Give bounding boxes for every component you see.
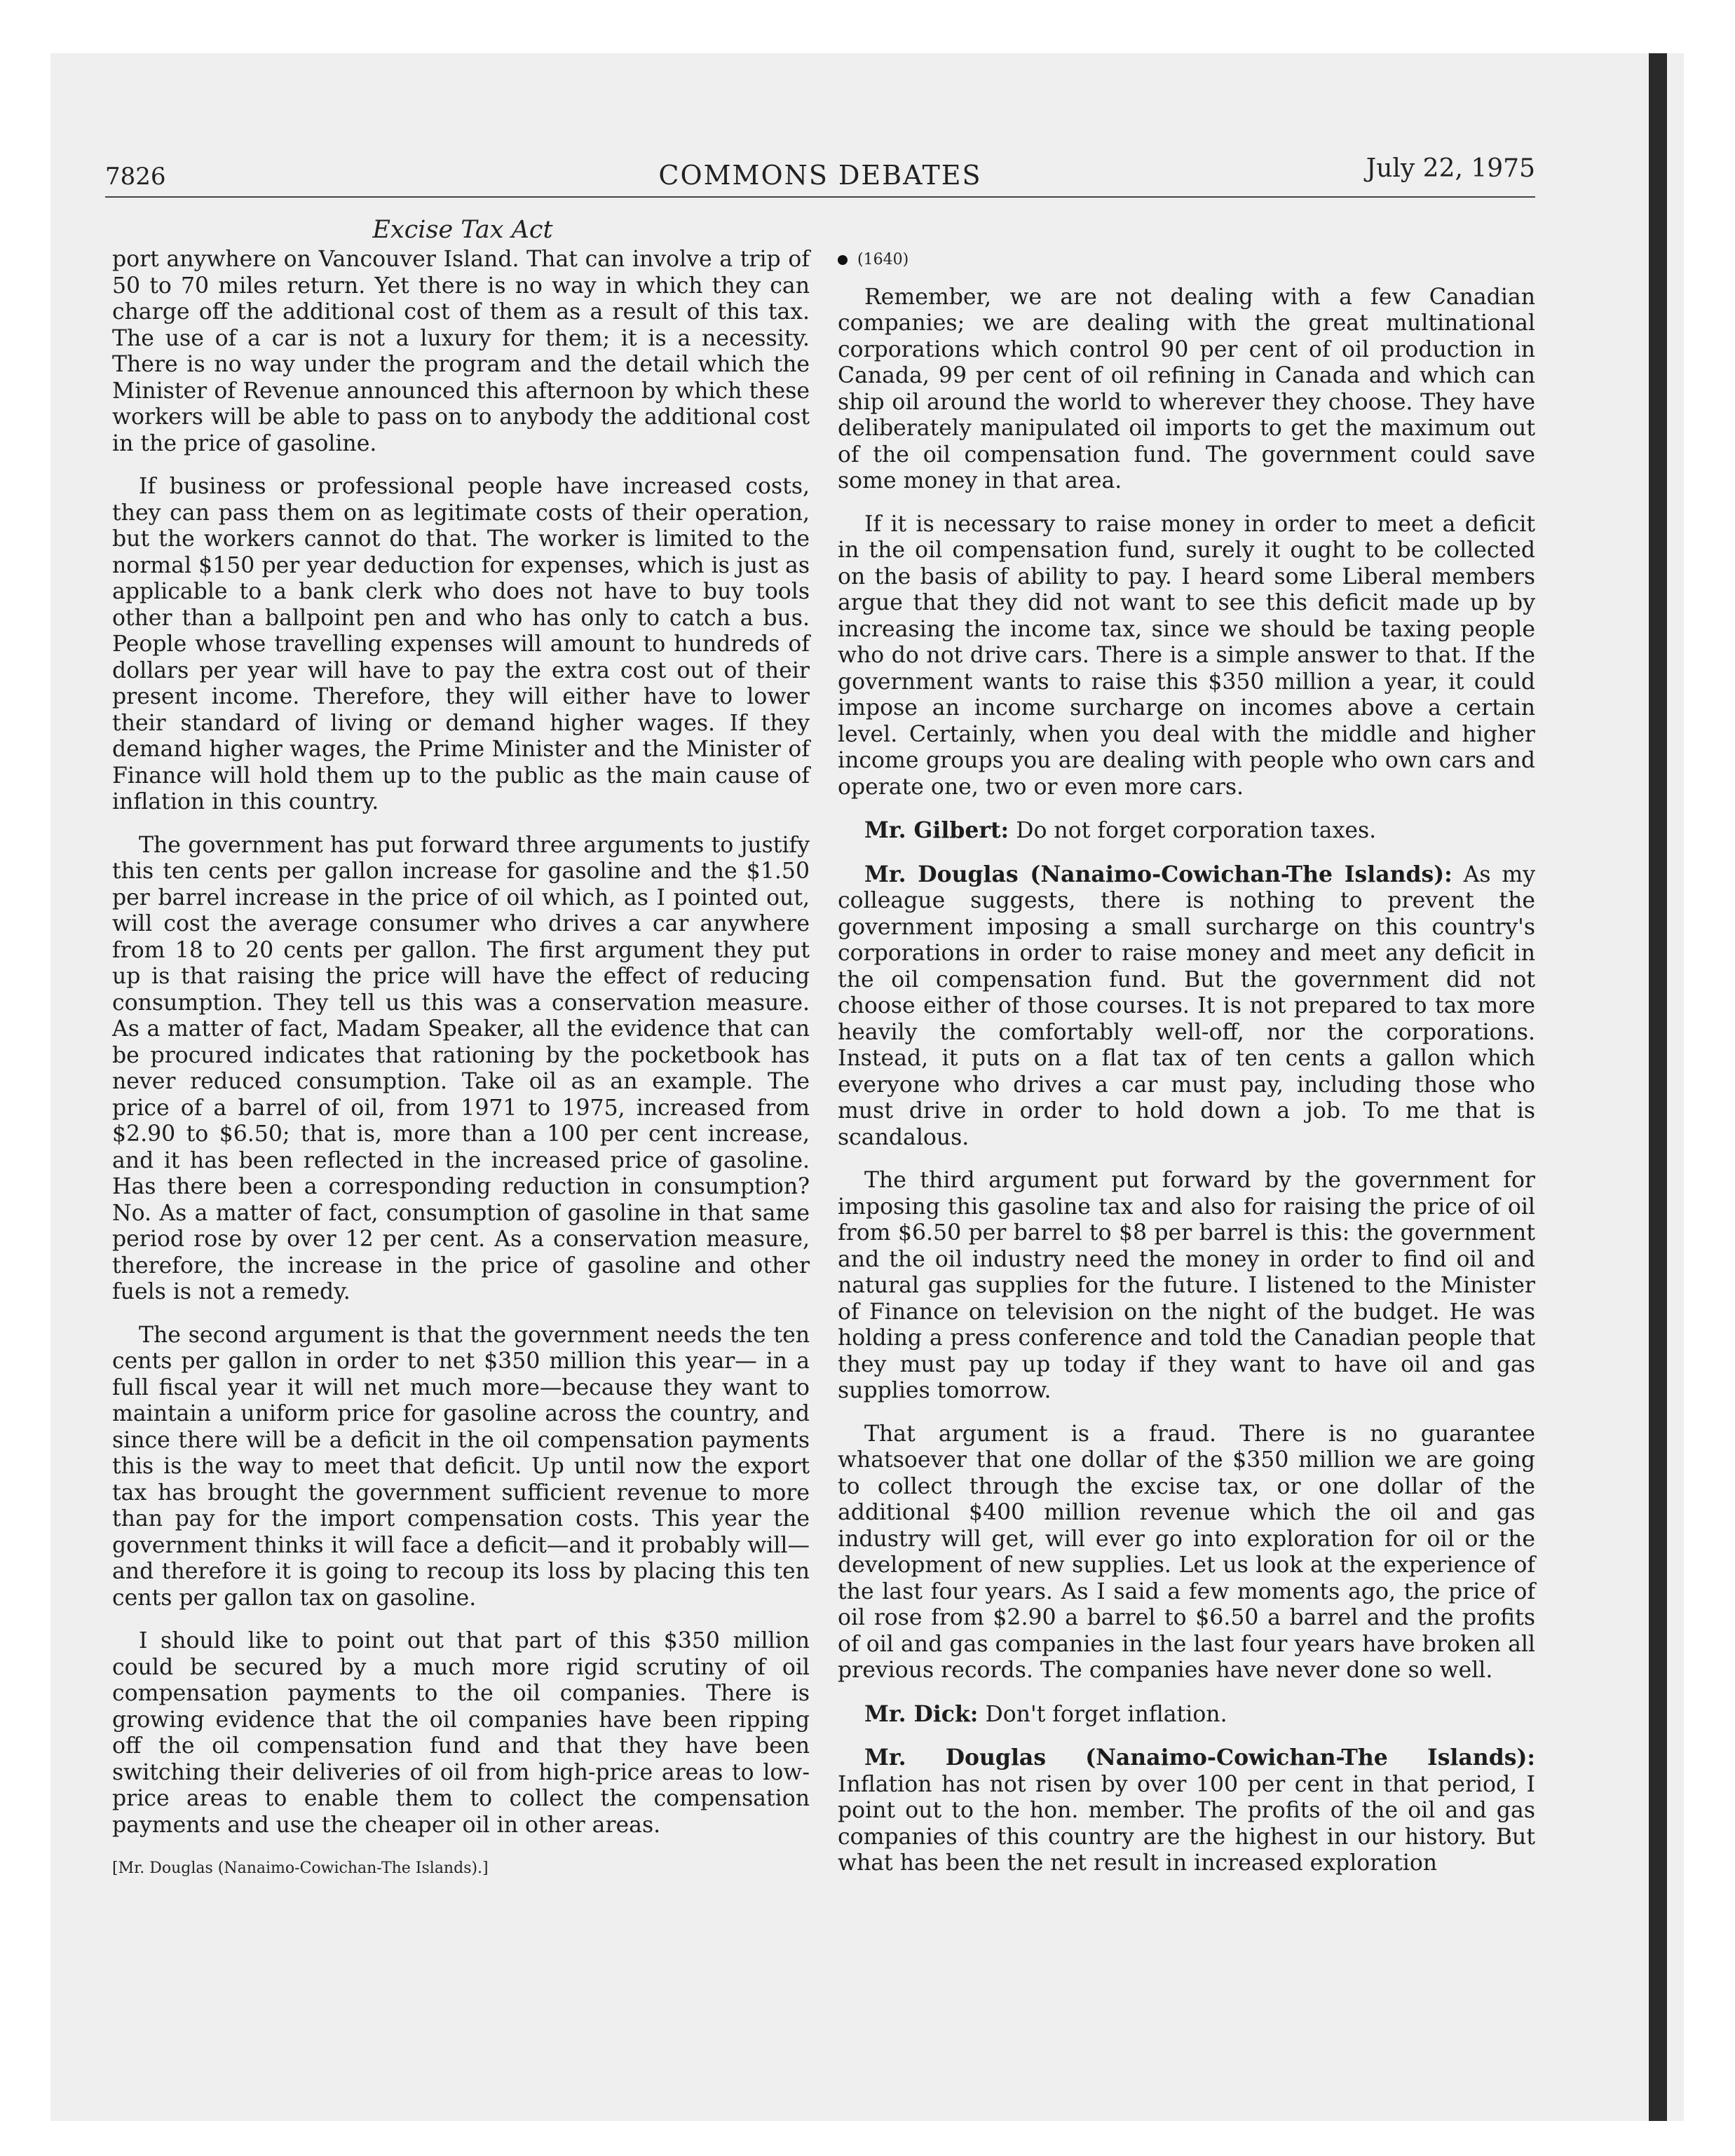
speaker-name: Mr. Gilbert: [864, 817, 1009, 843]
paragraph: If it is necessary to raise money in order to meet a deficit in the oil compensation fund, surely it ought to be collected on the basis of ability to pay. I heard some Liberal members argue that they did not want to see this deficit made up by increasing the income tax, since we should be taxing people who do not drive cars. There is a simple answer to that. If the government wants to raise this $350 million a year, it could impose an income surcharge on incomes above a certain level. Certainly, when you deal with the middle and higher income groups you are dealing with people who own cars and operate one, two or even more cars. [838, 511, 1535, 800]
speech [838, 1745, 1535, 1877]
speech-text: Inflation has not risen by over 100 per cent in that period, I point out to the hon. member. The profits of the oil and gas companies of this country are the highest in our history. But what has been the net result in increased exploration [838, 1771, 1535, 1876]
speaker-name: Mr. Dick: [864, 1700, 979, 1727]
page-header [105, 154, 1535, 196]
left-column [112, 247, 810, 1882]
paragraph: If business or professional people have increased costs, they can pass them on as legitimate costs of their operation, but the workers cannot do that. The worker is limited to the normal $150 per year deduction for expenses, which is just as applicable to a bank clerk who does not have to buy tools other than a ballpoint pen and who has only to catch a bus. People whose travelling expenses will amount to hundreds of dollars per year will have to pay the extra cost out of their present income. Therefore, they will either have to lower their standard of living or demand higher wages. If they demand higher wages, the Prime Minister and the Minister of Finance will hold them up to the public as the main cause of inflation in this country. [112, 474, 810, 814]
speaker-name: Mr. Douglas (Nanaimo-Cowichan-The Islands): [864, 1745, 1535, 1770]
speech-text: Do not forget corporation taxes. [1016, 818, 1377, 843]
paragraph: I should like to point out that part of this $350 million could be secured by a much more rigid scrutiny of oil compensation payments to the oil companies. There is growing evidence that the oil companies have been ripping off the oil compensation fund and that they have been switching their deliveries of oil from high-price areas to low-price areas to enable them to collect the compensation payments and use the cheaper oil in other areas. [112, 1628, 810, 1838]
speech [838, 861, 1535, 1152]
speech-text: As my colleague suggests, there is nothing to prevent the government imposing a small surcharge on this country's corporations in order to raise money and meet any deficit in the oil compensation fund. But the government did not choose either of those courses. It is not prepared to tax more heavily the comfortably well-off, nor the corporations. Instead, it puts on a flat tax of ten cents a gallon which everyone who drives a car must pay, including those who must drive in order to hold down a job. To me that is scandalous. [838, 861, 1536, 1150]
paragraph: The third argument put forward by the government for imposing this gasoline tax and also for raising the price of oil from $6.50 per barrel to $8 per barrel is this: the government and the oil industry need the money in order to find oil and natural gas supplies for the future. I listened to the Minister of Finance on television on the night of the budget. He was holding a press conference and told the Canadian people that they must pay up today if they want to have oil and gas supplies tomorrow. [838, 1168, 1535, 1403]
speech-text: Don't forget inflation. [985, 1701, 1227, 1727]
journal-title: COMMONS DEBATES [658, 160, 982, 191]
speech [838, 817, 1535, 845]
section-subhead: Excise Tax Act [372, 216, 553, 244]
speech [838, 1701, 1535, 1728]
timestamp-label: (1640) [857, 251, 909, 268]
speaker-attribution: [Mr. Douglas (Nanaimo-Cowichan-The Islands).] [112, 1860, 489, 1877]
paragraph: That argument is a fraud. There is no guarantee whatsoever that one dollar of the $350 million we are going to collect through the excise tax, or one dollar of the additional $400 million revenue which the oil and gas industry will get, will ever go into exploration for oil or the development of new supplies. Let us look at the experience of the last four years. As I said a few moments ago, the price of oil rose from $2.90 a barrel to $6.50 a barrel and the profits of oil and gas companies in the last four years have broken all previous records. The companies have never done so well. [838, 1421, 1535, 1683]
paragraph: port anywhere on Vancouver Island. That can involve a trip of 50 to 70 miles return. Yet there is no way in which they can charge off the additional cost of them as a result of this tax. The use of a car is not a luxury for them; it is a necessity. There is no way under the program and the detail which the Minister of Revenue announced this afternoon by which these workers will be able to pass on to anybody the additional cost in the price of gasoline. [112, 247, 810, 456]
paragraph: Remember, we are not dealing with a few Canadian companies; we are dealing with the great multinational corporations which control 90 per cent of oil production in Canada, 99 per cent of oil refining in Canada and which can ship oil around the world to wherever they choose. They have deliberately manipulated oil imports to get the maximum out of the oil compensation fund. The government could save some money in that area. [838, 284, 1535, 493]
bullet-icon [838, 255, 848, 265]
header-rule [105, 196, 1535, 198]
page-number: 7826 [105, 163, 166, 191]
scan-edge-shadow [1649, 53, 1667, 2121]
paragraph: The second argument is that the government needs the ten cents per gallon in order to net $350 million this year— in a full fiscal year it will net much more—because they want to maintain a uniform price for gasoline across the country, and since there will be a deficit in the oil compensation payments this is the way to meet that deficit. Up until now the export tax has brought the government sufficient revenue to more than pay for the import compensation costs. This year the government thinks it will face a deficit—and it probably will—and therefore it is going to recoup its loss by placing this ten cents per gallon tax on gasoline. [112, 1322, 810, 1611]
issue-date: July 22, 1975 [1366, 154, 1535, 183]
speaker-name: Mr. Douglas (Nanaimo-Cowichan-The Islands): [864, 861, 1452, 887]
timestamp [838, 247, 1535, 273]
paragraph: The government has put forward three arguments to justify this ten cents per gallon increase for gasoline and the $1.50 per barrel increase in the price of oil which, as I pointed out, will cost the average consumer who drives a car anywhere from 18 to 20 cents per gallon. The first argument they put up is that raising the price will have the effect of reducing consumption. They tell us this was a conservation measure. As a matter of fact, Madam Speaker, all the evidence that can be procured indicates that rationing by the pocketbook has never reduced consumption. Take oil as an example. The price of a barrel of oil, from 1971 to 1975, increased from $2.90 to $6.50; that is, more than a 100 per cent increase, and it has been reflected in the increased price of gasoline. Has there been a corresponding reduction in consumption? No. As a matter of fact, consumption of gasoline in that same period rose by over 12 per cent. As a conservation measure, therefore, the increase in the price of gasoline and other fuels is not a remedy. [112, 832, 810, 1304]
right-column [838, 247, 1535, 1894]
